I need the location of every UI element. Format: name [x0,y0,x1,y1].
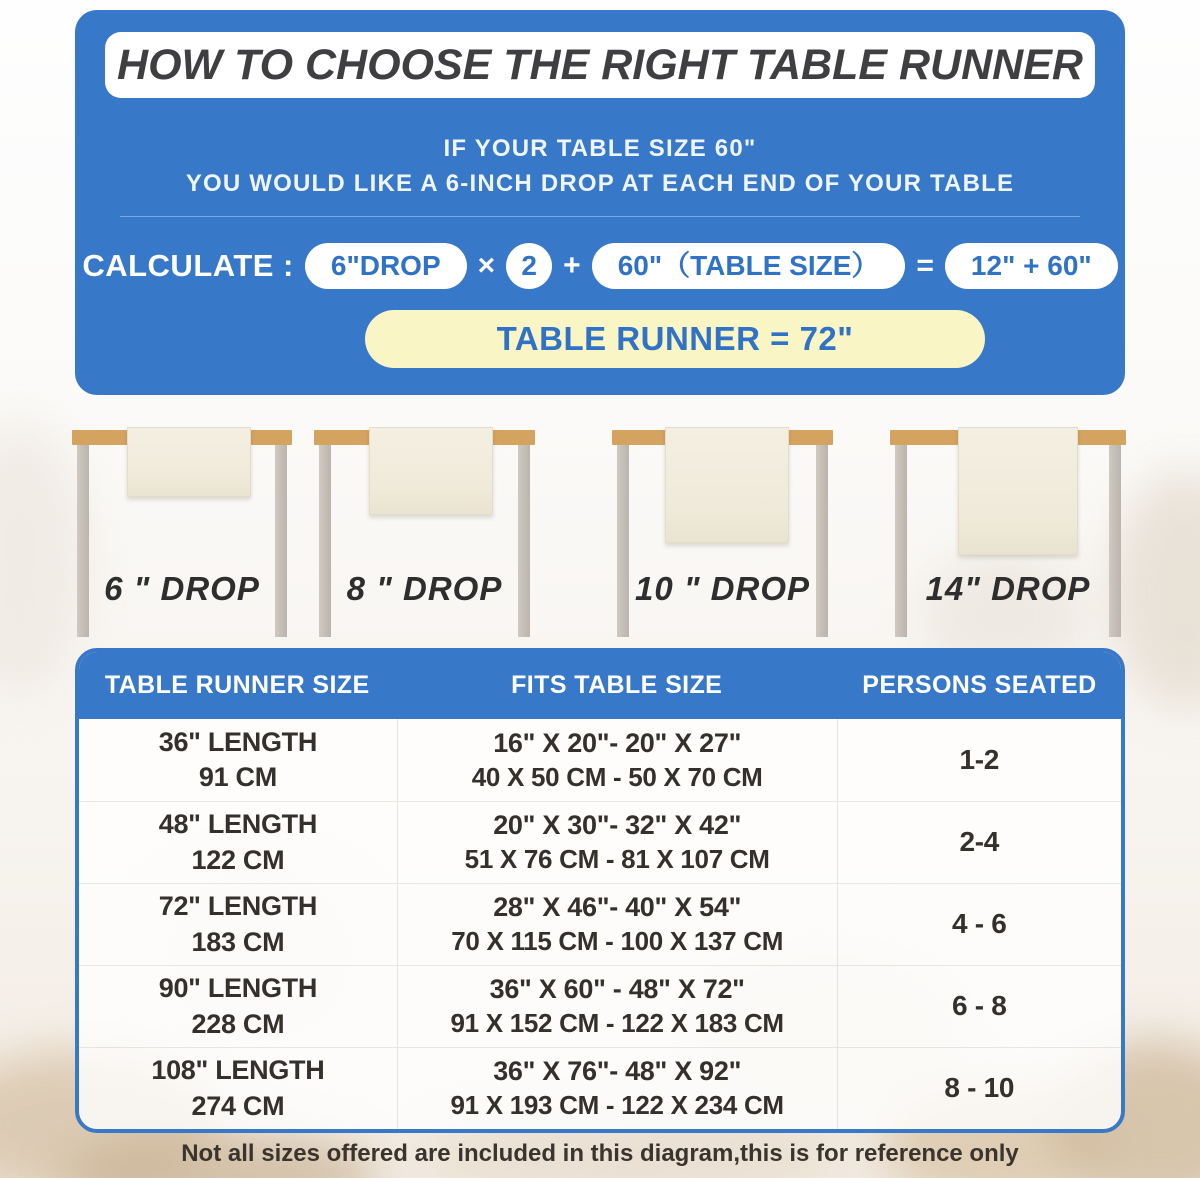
fits-size-inches: 28" X 46"- 40" X 54" [493,892,742,923]
table-runner-illustration [958,427,1078,555]
runner-length-cm: 91 CM [198,762,277,792]
sum-pill: 12" + 60" [945,243,1118,290]
table-leg [816,445,828,637]
calculate-label: CALCULATE : [82,248,294,283]
hero-panel [75,10,1125,395]
fits-size-cm: 40 X 50 CM - 50 X 70 CM [471,761,763,792]
table-runner-illustration [665,427,789,543]
table-row [79,719,1121,801]
fits-size-inches: 16" X 20"- 20" X 27" [493,727,742,758]
calculation-row [75,238,1125,294]
size-chart-table [75,648,1125,1133]
fits-table-size-cell [397,719,837,801]
fits-size-cm: 70 X 115 CM - 100 X 137 CM [451,926,784,957]
drop-label: 8 " DROP [346,570,503,607]
drop-label: 14" DROP [925,570,1091,607]
size-chart-body [79,719,1121,1129]
persons-seated-cell [837,884,1121,965]
table-size-pill: 60"（TABLE SIZE） [592,243,906,290]
subtitle-line-1: IF YOUR TABLE SIZE 60" [443,135,757,162]
runner-length-inches: 108" LENGTH [151,1055,325,1086]
table-row [79,883,1121,965]
persons-seated-cell [837,1048,1121,1129]
table-leg [895,445,907,637]
persons-count: 8 - 10 [944,1072,1015,1104]
size-chart-header-row [78,651,1122,719]
page-title: HOW TO CHOOSE THE RIGHT TABLE RUNNER [117,40,1083,89]
persons-count: 1-2 [959,743,1000,775]
result-pill: TABLE RUNNER = 72" [365,310,985,368]
fits-size-inches: 36" X 76"- 48" X 92" [493,1056,742,1087]
runner-length-cm: 183 CM [191,926,285,957]
runner-length-cm: 274 CM [191,1090,285,1121]
persons-count: 4 - 6 [951,908,1007,940]
runner-size-cell [79,719,397,801]
fits-size-cm: 91 X 193 CM - 122 X 234 CM [450,1090,784,1121]
fits-table-size-cell [397,1048,837,1129]
table-row [79,965,1121,1047]
runner-length-inches: 90" LENGTH [158,973,318,1004]
fits-table-size-cell [397,884,837,965]
column-header-runner-size: TABLE RUNNER SIZE [104,670,370,699]
column-header-fits-table-size: FITS TABLE SIZE [511,670,723,699]
table-leg [617,445,629,637]
table-figure-6-drop [72,430,292,645]
divider [120,216,1080,217]
table-figure-14-drop [890,430,1126,645]
table-leg [518,445,530,637]
fits-size-inches: 20" X 30"- 32" X 42" [493,810,742,841]
table-row [79,1047,1121,1129]
table-leg [77,445,89,637]
runner-size-cell [79,966,397,1047]
persons-count: 2-4 [959,826,1000,858]
fits-table-size-cell [397,966,837,1047]
multiply-operator: × [477,249,496,282]
table-figure-8-drop [314,430,535,645]
title-box [105,32,1095,98]
reference-note: Not all sizes offered are included in this diagram,this is for reference only [181,1140,1019,1167]
runner-size-cell [79,802,397,883]
runner-length-inches: 48" LENGTH [158,809,318,840]
column-header-persons-seated: PERSONS SEATED [862,670,1097,699]
fits-size-inches: 36" X 60" - 48" X 72" [489,974,745,1005]
persons-count: 6 - 8 [951,990,1007,1022]
drop-value-pill: 6"DROP [305,243,467,290]
persons-seated-cell [837,966,1121,1047]
equals-operator: = [916,249,934,282]
subtitle-line-2: YOU WOULD LIKE A 6-INCH DROP AT EACH END OF YOUR TABLE [185,170,1015,197]
runner-length-inches: 36" LENGTH [158,726,318,757]
table-leg [1109,445,1121,637]
runner-length-cm: 228 CM [191,1008,285,1039]
drop-label: 6 " DROP [104,570,260,607]
table-runner-illustration [127,427,251,497]
table-runner-illustration [369,427,493,515]
plus-operator: + [563,249,581,282]
table-leg [275,445,287,637]
factor-pill: 2 [506,243,552,289]
runner-length-cm: 122 CM [191,844,285,875]
runner-size-cell [79,884,397,965]
fits-size-cm: 91 X 152 CM - 122 X 183 CM [450,1008,784,1039]
persons-seated-cell [837,719,1121,801]
fits-table-size-cell [397,802,837,883]
persons-seated-cell [837,802,1121,883]
table-leg [319,445,331,637]
fits-size-cm: 51 X 76 CM - 81 X 107 CM [464,844,770,875]
runner-length-inches: 72" LENGTH [158,891,318,922]
drop-label: 10 " DROP [634,570,811,607]
table-row [79,801,1121,883]
table-figure-10-drop [612,430,833,645]
runner-size-cell [79,1048,397,1129]
